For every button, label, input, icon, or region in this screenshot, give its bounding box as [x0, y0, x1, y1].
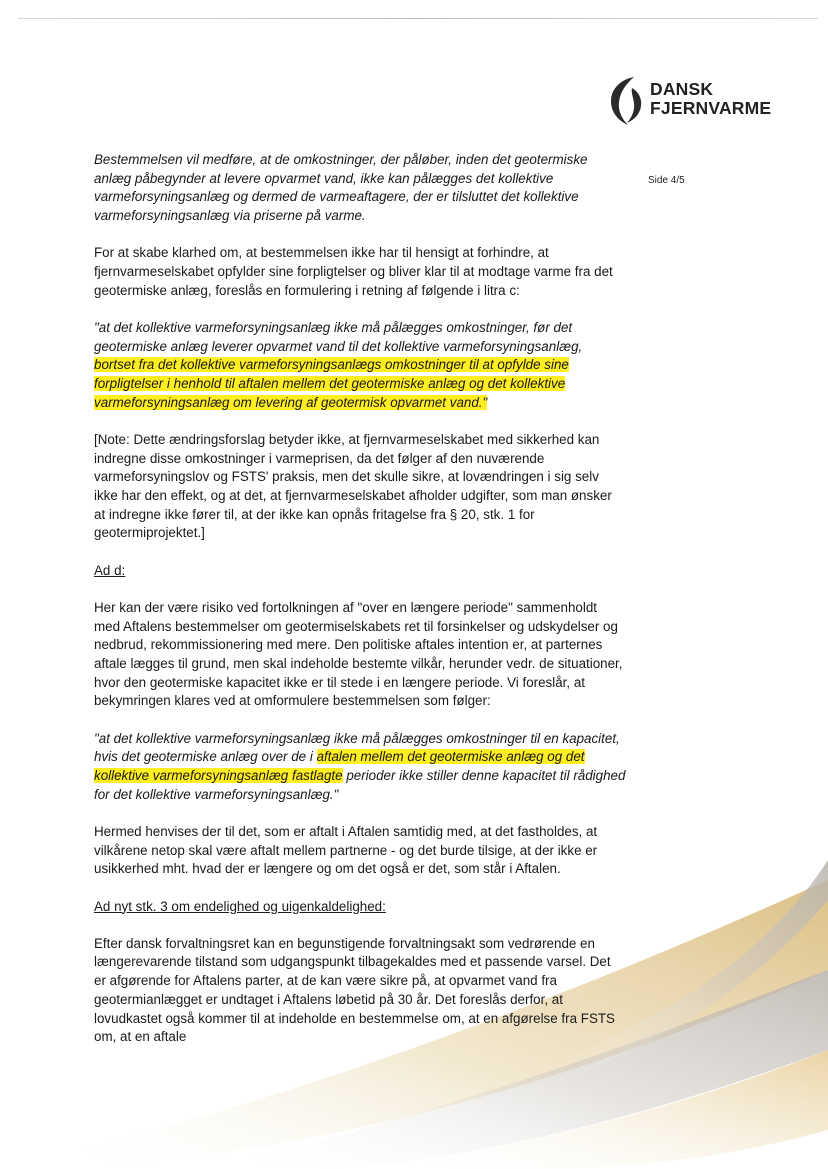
quote-litra-d	[94, 730, 626, 805]
logo-wordmark	[650, 80, 771, 118]
page-number: Side 4/5	[648, 175, 685, 186]
document-body	[94, 151, 626, 1065]
paragraph-2: For at skabe klarhed om, at bestemmelsen ikke har til hensigt at forhindre, at fjernvarmeselskabet opfylder sine forpligtelser og bliver klar til at modtage varme fra det geotermiske anlæg, foreslås en formulering i retning af følgende i litra c:	[94, 245, 613, 298]
paragraph-7: Hermed henvises der til det, som er aftalt i Aftalen samtidig med, at det fastholdes, at vilkårene netop skal være aftalt mellem partnerne - og det burde tilsige, at der ikke er usikkerhed mht. hvad der er længere og om det også er det, som står i Aftalen.	[94, 823, 598, 877]
dansk-fjernvarme-logo	[606, 74, 776, 130]
logo-line-2: FJERNVARME	[650, 98, 772, 118]
logo-line-1: DANSK	[650, 79, 714, 99]
quote-litra-d-post: perioder ikke stiller denne kapacitet til rådighed for det kollektive varmeforsyningsanlæg."	[94, 767, 626, 802]
note-paragraph: [Note: Dette ændringsforslag betyder ikke, at fjernvarmeselskabet med sikkerhed kan indregne disse omkostninger i varmeprisen, da det følger af den nuværende varmeforsyningslov og FSTS' praksis, men det skulle sikre, at lovændringen i sig selv ikke har den effekt, og at det, at fjernvarmeselskabet afholder udgifter, som man ønsker at indregne ikke fører til, at der ikke kan opnås fritagelse fra § 20, stk. 1 for geotermiprojektet.]	[94, 431, 612, 541]
quote-litra-c-highlight: bortset fra det kollektive varmeforsyningsanlægs omkostninger til at opfylde sine forpligtelser i henhold til aftalen mellem det geotermiske anlæg og det kollektive varmeforsyningsanlæg om levering af geotermisk opvarmet vand."	[94, 357, 569, 410]
top-rule	[18, 18, 818, 19]
logo-flame-mark-icon	[606, 74, 646, 128]
quote-litra-c-text: "at det kollektive varmeforsyningsanlæg ikke må pålægges omkostninger, før det geotermiske anlæg leverer opvarmet vand til det kollektive varmeforsyningsanlæg,	[94, 319, 583, 354]
paragraph-5: Her kan der være risiko ved fortolkningen af "over en længere periode" sammenholdt med Aftalens bestemmelser om geotermiselskabets ret til forsinkelser og udskydelser og nedbrud, rekommissionering med mere. Den politiske aftales intention er, at parternes aftale lægges til grund, men skal indeholde bestemte vilkår, herunder vedr. de situationer, hvor den geotermiske kapacitet ikke er til stede i en længere periode. Vi foreslår, at bekymringen klares ved at omformulere bestemmelsen som følger:	[94, 599, 623, 709]
quote-litra-d-pre: "at det kollektive varmeforsyningsanlæg ikke må pålægges omkostninger til en kapacitet, hvis det geotermiske anlæg over de i	[94, 730, 620, 765]
quote-litra-c	[94, 319, 626, 413]
paragraph-1: Bestemmelsen vil medføre, at de omkostninger, der påløber, inden det geotermiske anlæg påbegynder at levere opvarmet vand, ikke kan pålægges det kollektive varmeforsyningsanlæg og dermed de varmeaftagere, der er tilsluttet det kollektive varmeforsyningsanlæg via priserne på varme.	[94, 152, 588, 224]
quote-litra-d-highlight: aftalen mellem det geotermiske anlæg og det kollektive varmeforsyningsanlæg fastlagte	[94, 749, 585, 783]
section-heading-stk-3: Ad nyt stk. 3 om endelighed og uigenkaldelighed:	[94, 898, 386, 914]
paragraph-8: Efter dansk forvaltningsret kan en begunstigende forvaltningsakt som vedrørende en længerevarende tilstand som udgangspunkt tilbagekaldes med et passende varsel. Det er afgørende for Aftalens parter, at de kan være sikre på, at opvarmet vand fra geotermianlægget er undtaget i Aftalens løbetid på 30 år. Det foreslås derfor, at lovudkastet også kommer til at indeholde en bestemmelse om, at en afgørelse fra FSTS om, at en aftale	[94, 935, 615, 1045]
section-heading-ad-d: Ad d:	[94, 562, 126, 578]
